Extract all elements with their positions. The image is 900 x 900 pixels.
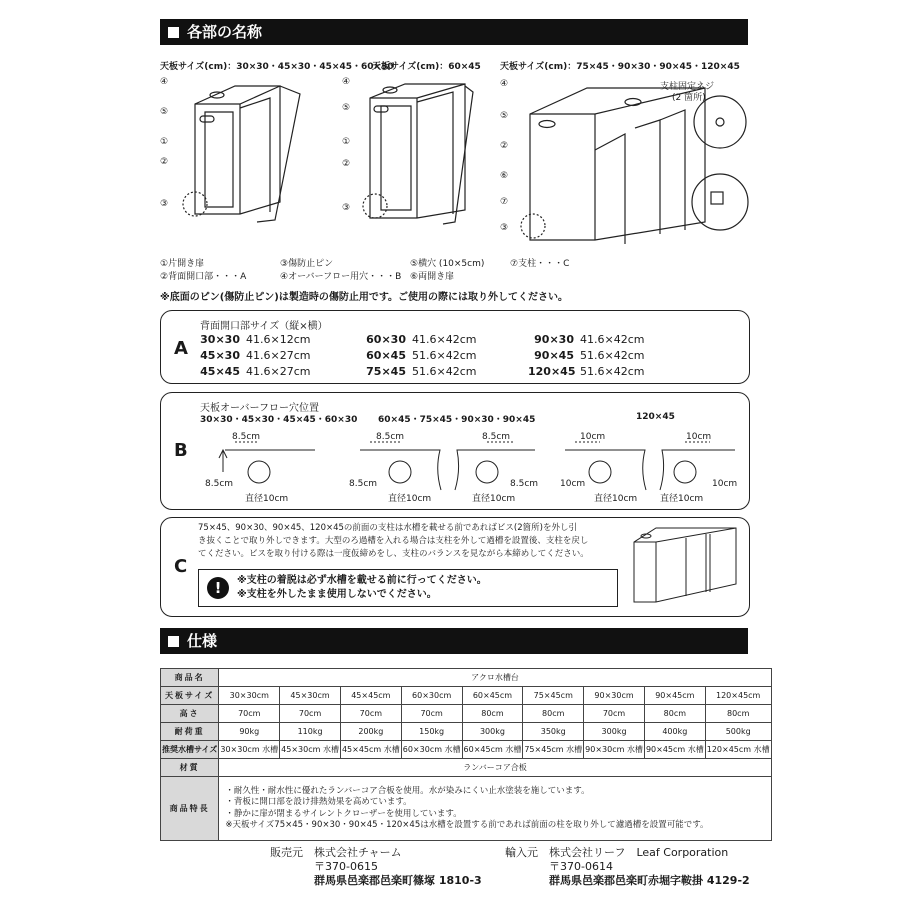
- panel-b-group1: 30×30・45×30・45×45・60×30: [200, 415, 358, 425]
- cabinet-large-drawing: [521, 88, 748, 244]
- b-dim-vertical-4: 10cm: [560, 479, 586, 489]
- seller-address: 群馬県邑楽郡邑楽町篠塚 1810-3: [314, 874, 482, 887]
- importer-zip: 〒370-0614: [549, 860, 613, 873]
- b-dim-horizontal-1: 8.5cm: [232, 432, 261, 442]
- feature-line: ・背板に開口部を設け排熱効果を高めています。: [225, 797, 412, 807]
- panel-a-title: 背面開口部サイズ（縦×横）: [200, 321, 328, 332]
- opening-sizes-col1: 30×30 41.6×12cm 45×30 41.6×27cm 45×45 41.6×27cm: [200, 333, 311, 378]
- pin-note: ※底面のピン(傷防止ピン)は製造時の傷防止用です。ご使用の際には取り外してください。: [160, 292, 569, 303]
- section-header-parts: [160, 19, 748, 45]
- part-marker-5c: ⑤: [500, 111, 509, 121]
- table-row: 天板サイズ 30×30cm 45×30cm 45×45cm 60×30cm 60×45cm 75×45cm 90×30cm 90×45cm 120×45cm: [161, 687, 772, 705]
- importer-name: 株式会社リーフ Leaf Corporation: [549, 846, 729, 859]
- panel-c-description: [198, 522, 589, 561]
- part-marker-1b: ①: [342, 137, 351, 147]
- figure2-size-label: 天板サイズ(cm)：60×45: [372, 62, 481, 72]
- b-dim-vertical-3: 8.5cm: [510, 479, 539, 489]
- b-dim-horizontal-3: 8.5cm: [482, 432, 511, 442]
- support-post-drawing: [626, 522, 741, 610]
- feature-line: ※天板サイズ75×45・90×30・90×45・120×45は水槽を設置する前であれば前面の柱を取り外して濾過槽を設置可能です。: [225, 820, 709, 830]
- seller-zip: 〒370-0615: [314, 860, 378, 873]
- table-row: 商品名 アクロ水槽台: [161, 669, 772, 687]
- panel-b-title: 天板オーバーフロー穴位置: [200, 403, 319, 414]
- part-marker-5b: ⑤: [342, 103, 351, 113]
- cabinet-medium-drawing: [363, 84, 473, 224]
- table-row: 材質 ランバーコア合板: [161, 759, 772, 777]
- b-diameter-2: 直径10cm: [388, 494, 432, 504]
- table-row: 高さ 70cm 70cm 70cm 70cm 80cm 80cm 70cm 80cm 80cm: [161, 705, 772, 723]
- panel-c-line-2: き抜くことで取り外しできます。大型のろ過槽を入れる場合は支柱を外して過槽を設置後、支柱を戻し: [198, 536, 589, 546]
- importer-info: [505, 846, 750, 888]
- seller-info: [270, 846, 482, 888]
- b-dim-horizontal-5: 10cm: [686, 432, 712, 442]
- part-marker-5: ⑤: [160, 107, 169, 117]
- section-title: 仕様: [187, 632, 218, 650]
- b-dim-vertical-5: 10cm: [712, 479, 738, 489]
- legend-item-1: ①片開き扉: [160, 259, 205, 269]
- legend-item-7: ⑦支柱・・・C: [510, 259, 570, 269]
- screw-callout: 支柱固定ネジ: [660, 82, 715, 92]
- opening-sizes-col2: 60×30 41.6×42cm 60×45 51.6×42cm 75×45 51.6×42cm: [366, 333, 477, 378]
- panel-b-group2: 60×45・75×45・90×30・90×45: [378, 415, 536, 425]
- b-diameter-4: 直径10cm: [594, 494, 638, 504]
- square-bullet-icon: [168, 27, 179, 38]
- table-row: 耐荷重 90kg 110kg 200kg 150kg 300kg 350kg 300kg 400kg 500kg: [161, 723, 772, 741]
- part-marker-4c: ④: [500, 79, 509, 89]
- legend-item-6: ⑥両開き扉: [410, 272, 455, 282]
- panel-b-group3: 120×45: [636, 412, 675, 422]
- panel-c-letter: C: [174, 556, 188, 577]
- panel-b-letter: B: [174, 440, 188, 461]
- b-dim-horizontal-2: 8.5cm: [376, 432, 405, 442]
- figure3-size-label: 天板サイズ(cm)：75×45・90×30・90×45・120×45: [500, 62, 740, 72]
- screw-callout-count: (2 箇所): [672, 93, 706, 103]
- exclamation-icon: !: [207, 577, 229, 599]
- figure1-size-label: 天板サイズ(cm)：30×30・45×30・45×45・60×30: [160, 62, 394, 72]
- part-marker-3b: ③: [342, 203, 351, 213]
- warning-line-2: ※支柱を外したまま使用しないでください。: [237, 589, 437, 600]
- part-marker-6c: ⑥: [500, 171, 509, 181]
- part-marker-2: ②: [160, 157, 169, 167]
- section-header-spec: [160, 628, 748, 654]
- part-marker-4: ④: [160, 77, 169, 87]
- part-marker-1: ①: [160, 137, 169, 147]
- cabinet-illustrations: [155, 72, 755, 252]
- section-title: 各部の名称: [187, 23, 263, 41]
- b-diameter-1: 直径10cm: [245, 494, 289, 504]
- b-diameter-3: 直径10cm: [472, 494, 516, 504]
- part-marker-4b: ④: [342, 77, 351, 87]
- legend-item-4: ④オーバーフロー用穴・・・B: [280, 272, 402, 282]
- part-marker-7c: ⑦: [500, 197, 509, 207]
- legend-item-2: ②背面開口部・・・A: [160, 272, 247, 282]
- b-dim-vertical-1: 8.5cm: [205, 479, 234, 489]
- warning-box: [198, 569, 618, 607]
- feature-line: ・耐久性・耐水性に優れたランバーコア合板を使用。水が染みにくい止水塗装を施しています。: [225, 785, 590, 796]
- importer-label: 輸入元: [505, 846, 538, 859]
- legend-item-5: ⑤横穴 (10×5cm): [410, 259, 485, 269]
- b-dim-vertical-2: 8.5cm: [349, 479, 378, 489]
- b-dim-horizontal-4: 10cm: [580, 432, 606, 442]
- legend-item-3: ③傷防止ピン: [280, 259, 334, 269]
- table-row: 推奨水槽サイズ 30×30cm 水槽 45×30cm 水槽 45×45cm 水槽 60×30cm 水槽 60×45cm 水槽 75×45cm 水槽 90×30cm 水槽 90×45cm 水槽 120×45cm 水槽: [161, 741, 772, 759]
- seller-name: 株式会社チャーム: [314, 846, 402, 859]
- b-diameter-5: 直径10cm: [660, 494, 704, 504]
- importer-address: 群馬県邑楽郡邑楽町赤堀字鞍掛 4129-2: [549, 874, 750, 887]
- panel-a-letter: A: [174, 338, 188, 359]
- part-marker-2b: ②: [342, 159, 351, 169]
- part-marker-2c: ②: [500, 141, 509, 151]
- seller-label: 販売元: [270, 846, 303, 859]
- panel-c-line-3: てください。ビスを取り付ける際は一度仮締めをし、支柱のバランスを見ながら本締めしてください。: [198, 549, 589, 559]
- square-bullet-icon: [168, 636, 179, 647]
- part-marker-3: ③: [160, 199, 169, 209]
- panel-c-line-1: 75×45、90×30、90×45、120×45の前面の支柱は水槽を載せる前であればビス(2箇所)を外し引: [198, 523, 577, 533]
- opening-sizes-col3: 90×30 41.6×42cm 90×45 51.6×42cm 120×45 51.6×42cm: [528, 333, 645, 378]
- feature-line: ・静かに扉が閉まるサイレントクローザーを使用しています。: [225, 808, 462, 819]
- part-marker-3c: ③: [500, 223, 509, 233]
- table-row: 商品特長 ・耐久性・耐水性に優れたランバーコア合板を使用。水が染みにくい止水塗装を施しています。 ・背板に開口部を設け排熱効果を高めています。 ・静かに扉が閉まるサイレントクローザーを使用しています。 ※天板サイズ75×45・90×30・90×45・120×45は水槽を設置する前であれば前面の柱を取り外して濾過槽を設置可能です。: [161, 777, 772, 841]
- warning-line-1: ※支柱の着脱は必ず水槽を載せる前に行ってください。: [237, 575, 487, 586]
- spec-table: [160, 668, 772, 841]
- cabinet-small-drawing: [183, 86, 300, 222]
